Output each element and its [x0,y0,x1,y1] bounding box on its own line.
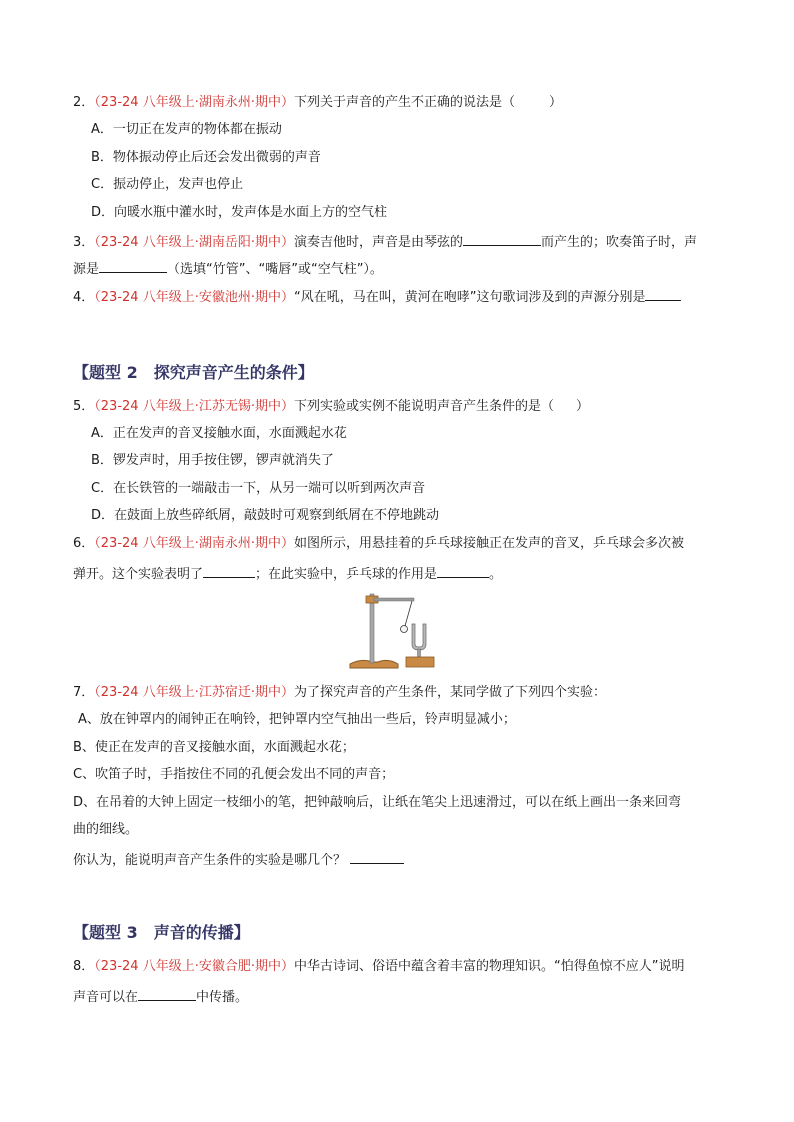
experiment-d-continued: 曲的细线。 [73,822,139,837]
tuning-fork-figure [348,588,448,672]
question-number: 6． [73,536,95,551]
question-number: 7． [73,685,95,700]
question-8-line2 [73,986,248,1007]
answer-blank [203,563,255,578]
question-3-stem [73,231,697,252]
question-3-line2 [73,258,383,279]
option-c: C．振动停止，发声也停止 [91,177,244,192]
question-text: 中华古诗词、俗语中蕴含着丰富的物理知识。“怕得鱼惊不应人”说明 [293,959,685,974]
question-text: 你认为，能说明声音产生条件的实验是哪几个？ [73,853,347,868]
question-source: （23-24 八年级上·湖南永州·期中） [94,95,294,110]
option-c: C．在长铁管的一端敲击一下，从另一端可以听到两次声音 [91,481,426,496]
stand-rod [370,594,374,663]
question-source: （23-24 八年级上·安徽合肥·期中） [94,959,294,974]
question-8-stem [73,958,684,976]
ping-pong-ball [401,626,408,633]
question-text-close: ） [575,399,589,414]
question-text: “风在吼，马在叫，黄河在咆哮”这句歌词涉及到的声源分别是 [293,290,646,305]
option-d: D．向暖水瓶中灌水时，发声体是水面上方的空气柱 [91,205,388,220]
question-text-close: ） [548,95,562,110]
question-7-ask [73,849,404,870]
section-heading: 【题型 2 探究声音产生的条件】 [73,363,314,382]
experiment-c: C、吹笛子时，手指按住不同的孔便会发出不同的声音； [73,767,395,782]
option-b: B．物体振动停止后还会发出微弱的声音 [91,150,321,165]
experiment-d: D、在吊着的大钟上固定一枝细小的笔，把钟敲响后，让纸在笔尖上迅速滑过，可以在纸上画出一条来回弯 [73,795,682,810]
question-number: 4． [73,290,95,305]
option-a: A．正在发声的音叉接触水面，水面溅起水花 [91,426,347,441]
question-text: 。 [489,567,503,582]
question-source: （23-24 八年级上·湖南岳阳·期中） [94,235,294,250]
tuning-fork [412,624,426,650]
question-text: 声音可以在 [73,990,139,1005]
question-text: 而产生的；吹奏笛子时，声 [540,235,697,250]
experiment-b: B、使正在发声的音叉接触水面，水面溅起水花； [73,740,355,755]
string-line [405,601,412,626]
question-5-stem [73,398,589,416]
question-number: 8． [73,959,95,974]
answer-blank [463,231,541,246]
question-text: ；在此实验中，乒乓球的作用是 [255,567,438,582]
option-b: B．锣发声时，用手按住锣，锣声就消失了 [91,453,334,468]
tuning-fork-stem [418,649,421,657]
question-source: （23-24 八年级上·江苏宿迁·期中） [94,685,294,700]
question-6-stem [73,535,684,553]
option-a: A．一切正在发声的物体都在振动 [91,122,282,137]
option-d: D．在鼓面上放些碎纸屑，敲鼓时可观察到纸屑在不停地跳动 [91,508,440,523]
question-text: 下列关于声音的产生不正确的说法是（ [293,95,515,110]
question-text: 弹开。这个实验表明了 [73,567,204,582]
question-number: 2． [73,95,95,110]
section-heading: 【题型 3 声音的传播】 [73,923,250,942]
stand-arm [374,598,414,601]
question-text: 中传播。 [196,990,249,1005]
question-text: 演奏吉他时，声音是由琴弦的 [293,235,463,250]
question-text: 源是 [73,262,100,277]
question-7-stem [73,684,606,702]
question-source: （23-24 八年级上·江苏无锡·期中） [94,399,294,414]
question-source: （23-24 八年级上·安徽池州·期中） [94,290,294,305]
answer-blank [645,286,681,301]
question-source: （23-24 八年级上·湖南永州·期中） [94,536,294,551]
answer-blank [138,986,196,1001]
question-text: （选填“竹管”、“嘴唇”或“空气柱”）。 [167,262,383,277]
question-number: 3． [73,235,95,250]
answer-blank [99,258,167,273]
question-text: 下列实验或实例不能说明声音产生条件的是（ [293,399,554,414]
question-4-stem [73,286,681,307]
question-6-line2 [73,563,502,584]
question-2-stem [73,94,562,112]
resonance-box [406,657,434,667]
answer-blank [350,849,404,864]
answer-blank [437,563,489,578]
question-text: 为了探究声音的产生条件，某同学做了下列四个实验： [293,685,606,700]
question-number: 5． [73,399,95,414]
experiment-a: A、放在钟罩内的闹钟正在响铃，把钟罩内空气抽出一些后，铃声明显减小； [78,712,516,727]
question-text: 如图所示，用悬挂着的乒乓球接触正在发声的音叉，乒乓球会多次被 [293,536,684,551]
